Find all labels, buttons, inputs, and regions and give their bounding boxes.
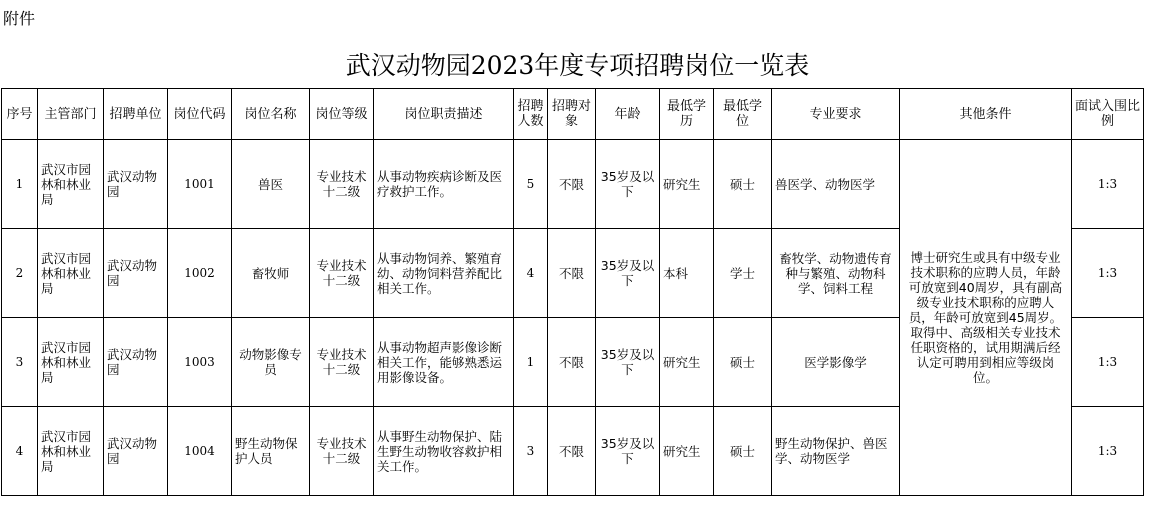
cell-dept: 武汉市园林和林业局 [38, 407, 104, 496]
header-edu: 最低学历 [660, 89, 714, 140]
cell-major: 畜牧学、动物遗传育种与繁殖、动物科学、饲料工程 [772, 229, 900, 318]
cell-age: 35岁及以下 [596, 318, 660, 407]
cell-no: 4 [2, 407, 38, 496]
cell-no: 3 [2, 318, 38, 407]
header-target: 招聘对象 [548, 89, 596, 140]
header-dept: 主管部门 [38, 89, 104, 140]
cell-age: 35岁及以下 [596, 229, 660, 318]
header-duty: 岗位职责描述 [374, 89, 514, 140]
cell-edu: 研究生 [660, 140, 714, 229]
cell-major: 野生动物保护、兽医学、动物医学 [772, 407, 900, 496]
header-age: 年龄 [596, 89, 660, 140]
cell-ratio: 1:3 [1072, 229, 1144, 318]
cell-edu: 研究生 [660, 318, 714, 407]
cell-position: 畜牧师 [232, 229, 310, 318]
cell-age: 35岁及以下 [596, 407, 660, 496]
cell-level: 专业技术十二级 [310, 318, 374, 407]
cell-code: 1002 [168, 229, 232, 318]
cell-unit: 武汉动物园 [104, 140, 168, 229]
cell-code: 1003 [168, 318, 232, 407]
cell-target: 不限 [548, 140, 596, 229]
document-title: 武汉动物园2023年度专项招聘岗位一览表 [345, 51, 810, 80]
cell-degree: 硕士 [714, 407, 772, 496]
cell-ratio: 1:3 [1072, 407, 1144, 496]
header-ratio: 面试入围比例 [1072, 89, 1144, 140]
cell-unit: 武汉动物园 [104, 318, 168, 407]
cell-ratio: 1:3 [1072, 140, 1144, 229]
cell-target: 不限 [548, 407, 596, 496]
cell-target: 不限 [548, 318, 596, 407]
header-no: 序号 [2, 89, 38, 140]
header-degree: 最低学位 [714, 89, 772, 140]
cell-duty: 从事动物疾病诊断及医疗救护工作。 [374, 140, 514, 229]
cell-major: 医学影像学 [772, 318, 900, 407]
cell-count: 3 [514, 407, 548, 496]
header-other: 其他条件 [900, 89, 1072, 140]
cell-ratio: 1:3 [1072, 318, 1144, 407]
cell-duty: 从事动物超声影像诊断相关工作，能够熟悉运用影像设备。 [374, 318, 514, 407]
cell-unit: 武汉动物园 [104, 229, 168, 318]
recruitment-table [1, 88, 1144, 496]
cell-dept: 武汉市园林和林业局 [38, 140, 104, 229]
header-unit: 招聘单位 [104, 89, 168, 140]
cell-major: 兽医学、动物医学 [772, 140, 900, 229]
cell-unit: 武汉动物园 [104, 407, 168, 496]
cell-degree: 硕士 [714, 318, 772, 407]
cell-level: 专业技术十二级 [310, 229, 374, 318]
cell-level: 专业技术十二级 [310, 407, 374, 496]
cell-code: 1001 [168, 140, 232, 229]
cell-count: 4 [514, 229, 548, 318]
cell-duty: 从事野生动物保护、陆生野生动物收容救护相关工作。 [374, 407, 514, 496]
header-position: 岗位名称 [232, 89, 310, 140]
cell-duty: 从事动物饲养、繁殖育幼、动物饲料营养配比相关工作。 [374, 229, 514, 318]
cell-dept: 武汉市园林和林业局 [38, 318, 104, 407]
table-row [2, 140, 1144, 229]
cell-level: 专业技术十二级 [310, 140, 374, 229]
cell-degree: 学士 [714, 229, 772, 318]
cell-position: 野生动物保护人员 [232, 407, 310, 496]
cell-dept: 武汉市园林和林业局 [38, 229, 104, 318]
cell-no: 2 [2, 229, 38, 318]
cell-position: 动物影像专员 [232, 318, 310, 407]
header-count: 招聘人数 [514, 89, 548, 140]
header-code: 岗位代码 [168, 89, 232, 140]
cell-no: 1 [2, 140, 38, 229]
cell-count: 1 [514, 318, 548, 407]
cell-position: 兽医 [232, 140, 310, 229]
cell-count: 5 [514, 140, 548, 229]
cell-code: 1004 [168, 407, 232, 496]
attachment-label: 附件 [3, 9, 36, 28]
header-row [2, 89, 1144, 140]
cell-degree: 硕士 [714, 140, 772, 229]
cell-age: 35岁及以下 [596, 140, 660, 229]
cell-target: 不限 [548, 229, 596, 318]
header-level: 岗位等级 [310, 89, 374, 140]
header-major: 专业要求 [772, 89, 900, 140]
cell-edu: 本科 [660, 229, 714, 318]
cell-other-conditions: 博士研究生或具有中级专业技术职称的应聘人员，年龄可放宽到40周岁，具有副高级专业技术职称的应聘人员，年龄可放宽到45周岁。取得中、高级相关专业技术任职资格的，试用期满后经认定可聘用到相应等级岗位。 [900, 140, 1072, 496]
cell-edu: 研究生 [660, 407, 714, 496]
